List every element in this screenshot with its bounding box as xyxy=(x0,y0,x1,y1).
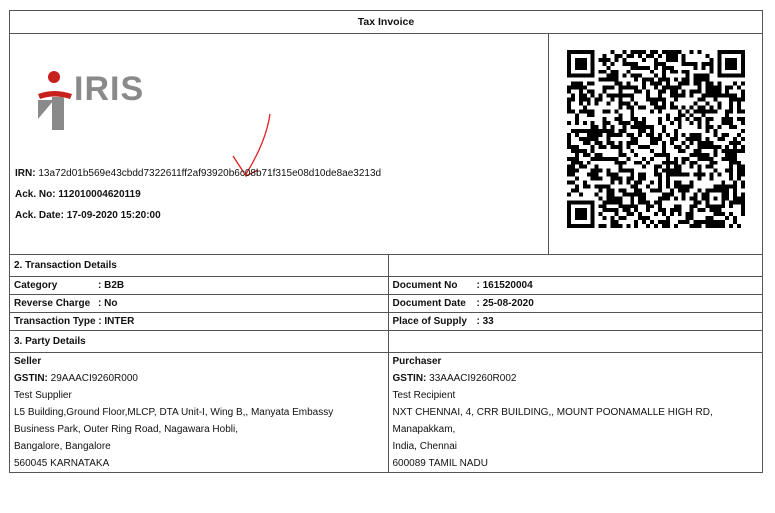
party-section-blank xyxy=(388,331,762,353)
seller-gstin xyxy=(10,370,388,387)
reverse-charge-row xyxy=(10,295,388,313)
ack-no-line xyxy=(15,189,141,200)
logo-text: IRIS xyxy=(74,70,145,108)
purchaser-name: Test Recipient xyxy=(388,387,762,404)
purchaser-address-line-4: 600089 TAMIL NADU xyxy=(388,455,762,472)
qr-code-icon xyxy=(567,48,745,230)
transaction-type-value: : INTER xyxy=(98,316,135,327)
place-of-supply-row xyxy=(388,313,762,331)
seller-name: Test Supplier xyxy=(10,387,388,404)
seller-gstin-value: 29AAACI9260R000 xyxy=(50,373,138,384)
ack-date-label: Ack. Date: xyxy=(15,210,64,221)
seller-heading: Seller xyxy=(10,353,388,371)
place-of-supply-value: : 33 xyxy=(476,316,494,327)
document-date-value: : 25-08-2020 xyxy=(476,298,534,309)
invoice-title: Tax Invoice xyxy=(10,11,762,34)
document-no-value: : 161520004 xyxy=(476,280,533,291)
transaction-details-table xyxy=(10,255,762,472)
place-of-supply-label: Place of Supply xyxy=(392,316,467,327)
document-date-row xyxy=(388,295,762,313)
purchaser-address-line-1: NXT CHENNAI, 4, CRR BUILDING,, MOUNT POONAMALLE HIGH RD, xyxy=(388,404,762,421)
document-date-label: Document Date xyxy=(392,298,466,309)
seller-address-line-3: Bangalore, Bangalore xyxy=(10,438,388,455)
purchaser-heading: Purchaser xyxy=(388,353,762,371)
purchaser-address-line-2: Manapakkam, xyxy=(388,421,762,438)
purchaser-gstin-value: 33AAACI9260R002 xyxy=(429,373,517,384)
red-arrow-annotation-icon xyxy=(228,112,278,192)
irn-value: 13a72d01b569e43cbdd7322611ff2af93920b6c08b71f315e08d10de8ae3213d xyxy=(38,168,382,179)
transaction-type-row xyxy=(10,313,388,331)
ack-no-value: 112010004620119 xyxy=(58,189,141,200)
purchaser-gstin-label: GSTIN: xyxy=(392,373,427,384)
purchaser-gstin xyxy=(388,370,762,387)
seller-address-line-4: 560045 KARNATAKA xyxy=(10,455,388,472)
category-label: Category xyxy=(14,280,58,291)
irn-line xyxy=(15,168,381,179)
party-section-title: 3. Party Details xyxy=(10,331,388,353)
seller-address-line-1: L5 Building,Ground Floor,MLCP, DTA Unit-I, Wing B,, Manyata Embassy xyxy=(10,404,388,421)
category-row xyxy=(10,277,388,295)
ack-date-value: 17-09-2020 15:20:00 xyxy=(66,210,161,221)
irn-label: IRN: xyxy=(15,168,36,179)
seller-address-line-2: Business Park, Outer Ring Road, Nagawara Hobli, xyxy=(10,421,388,438)
transaction-section-blank xyxy=(388,255,762,277)
invoice-header xyxy=(10,34,762,255)
document-no-label: Document No xyxy=(392,280,458,291)
reverse-charge-label: Reverse Charge xyxy=(14,298,91,309)
seller-gstin-label: GSTIN: xyxy=(14,373,48,384)
category-value: : B2B xyxy=(98,280,125,291)
document-no-row xyxy=(388,277,762,295)
ack-no-label: Ack. No: xyxy=(15,189,56,200)
tax-invoice-document xyxy=(9,10,763,473)
transaction-section-title: 2. Transaction Details xyxy=(10,255,388,277)
ack-date-line xyxy=(15,210,161,221)
transaction-type-label: Transaction Type xyxy=(14,316,96,327)
reverse-charge-value: : No xyxy=(98,298,118,309)
header-info-panel xyxy=(10,34,549,254)
purchaser-address-line-3: India, Chennai xyxy=(388,438,762,455)
